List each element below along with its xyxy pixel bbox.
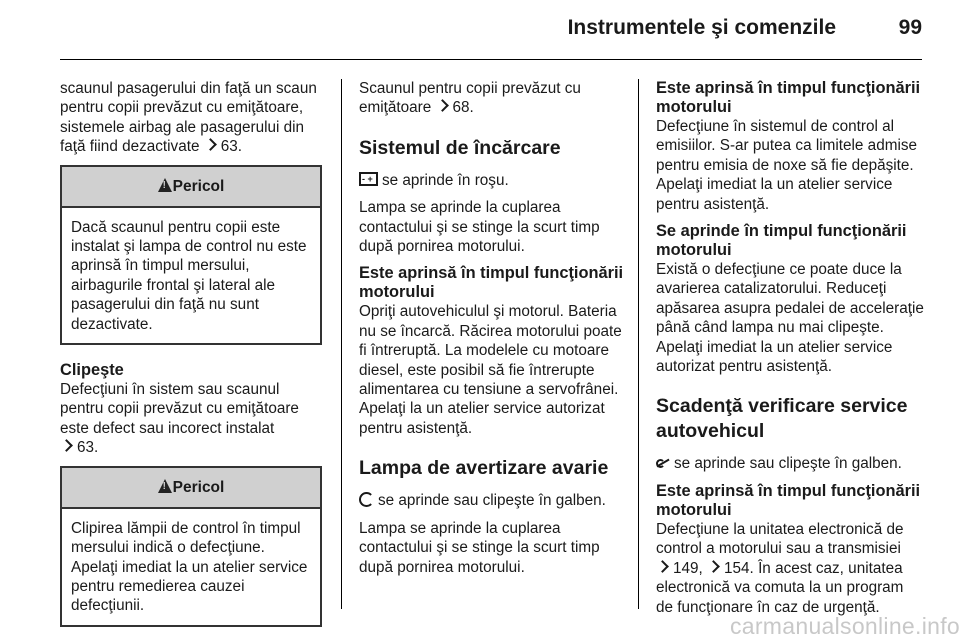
intro-paragraph <box>60 79 322 157</box>
clipeste-paragraph <box>60 380 322 458</box>
intro-text: Scaunul pentru copii prevăzut cu emiţătoare <box>359 80 581 117</box>
column-2 <box>359 79 625 585</box>
service-icon-text: se aprinde sau clipeşte în galben. <box>674 455 902 473</box>
block3-ref1: 149, <box>673 559 703 577</box>
charging-subheading: Este aprinsă în timpul funcţionării motorului <box>359 264 624 302</box>
page-ref-arrow-icon <box>204 138 217 151</box>
charging-icon-text: se aprinde în roşu. <box>382 171 509 189</box>
engine-check-icon <box>359 492 374 507</box>
malfunction-icon-line <box>359 491 625 510</box>
warning-header <box>62 468 320 509</box>
warning-title: Pericol <box>172 177 225 195</box>
column-divider-2 <box>638 79 639 609</box>
warning-body: Clipirea lămpii de control în timpul mersului indică o defecţiune. Apelaţi imediat la un atelier service pentru remedierea cauzei defecţiunii. <box>71 519 308 615</box>
warning-box-2 <box>60 466 322 627</box>
warning-triangle-icon <box>158 178 172 192</box>
battery-icon <box>359 172 378 186</box>
intro-ref: 68. <box>452 99 474 117</box>
warning-box-1 <box>60 165 322 345</box>
header-divider <box>60 59 922 60</box>
block3-text-before: Defecţiune la unitatea electronică de control a motorului sau a transmisiei <box>656 520 904 558</box>
intro-text: scaunul pasagerului din faţă un scaun pentru copii prevăzut cu emiţătoare, sistemele airbag ale pasagerului din faţă fiind dezactivate <box>60 80 317 156</box>
clipeste-heading: Clipeşte <box>60 361 124 380</box>
charging-subtext: Opriţi autovehiculul şi motorul. Bateria nu se încarcă. Răcirea motorului poate fi întreruptă. La modelele cu motoare diesel, este posibil să fie întrerupte alimentarea cu tensiune a servofrânei. Apelaţi la un atelier service autorizat pentru asistenţă. <box>359 303 622 437</box>
malfunction-paragraph: Lampa se aprinde la cuplarea contactului şi se stinge la scurt timp după pornirea motorului. <box>359 519 600 576</box>
warning-triangle-icon <box>158 479 172 493</box>
warning-title: Pericol <box>172 478 225 496</box>
warning-body: Dacă scaunul pentru copii este instalat şi lampa de control nu este aprinsă în timpul mersului, airbagurile frontal şi lateral ale pasagerului din faţă nu sunt dezactivate. <box>71 218 307 333</box>
block3-text-after: În acest caz, unitatea electronică va comuta la un program de funcţionare în caz de urgenţă. <box>656 559 904 616</box>
block1-text: Defecţiune în sistemul de control al emisiilor. S-ar putea ca limitele admise pentru emisia de noxe să fie depăşite. Apelaţi imediat la un atelier service pentru asistenţă. <box>656 118 917 213</box>
section-heading-charging: Sistemul de încărcare <box>359 136 561 159</box>
page-ref-arrow-icon <box>436 100 449 113</box>
service-icon-line <box>656 454 924 473</box>
page-ref-arrow-icon <box>707 560 720 573</box>
malfunction-icon-text: se aprinde sau clipeşte în galben. <box>378 492 606 510</box>
column-divider-1 <box>341 79 342 609</box>
column-3 <box>656 79 924 625</box>
block3-heading: Este aprinsă în timpul funcţionării motorului <box>656 481 921 519</box>
block2-heading: Se aprinde în timpul funcţionării motorului <box>656 222 907 260</box>
clipeste-text: Defecţiuni în sistem sau scaunul pentru copii prevăzut cu emiţătoare este defect sau incorect instalat <box>60 381 299 437</box>
header-title: Instrumentele şi comenzile <box>567 16 836 39</box>
warning-header <box>62 167 320 208</box>
page-ref-arrow-icon <box>656 560 669 573</box>
page-number: 99 <box>898 16 922 39</box>
block3-ref2: 154. <box>724 559 754 577</box>
block3-paragraph <box>656 520 924 617</box>
page-ref-arrow-icon <box>60 439 73 452</box>
wrench-icon <box>656 458 670 468</box>
block1-heading: Este aprinsă în timpul funcţionării motorului <box>656 79 921 116</box>
block2-text: Există o defecţiune ce poate duce la avarierea catalizatorului. Reduceţi apăsarea asupra pedalei de acceleraţie până când lampa nu mai clipeşte. Apelaţi imediat la un atelier service autorizat pentru asistenţă. <box>656 261 924 376</box>
charging-paragraph: Lampa se aprinde la cuplarea contactului şi se stinge la scurt timp după pornirea motorului. <box>359 199 600 256</box>
clipeste-ref: 63. <box>77 439 99 457</box>
section-heading-service: Scadenţă verificare service autovehicul <box>656 395 908 443</box>
charging-icon-line <box>359 171 625 190</box>
section-heading-malfunction: Lampa de avertizare avarie <box>359 457 609 480</box>
column-1 <box>60 79 322 643</box>
watermark: carmanualsonline.info <box>729 613 960 639</box>
intro-paragraph <box>359 79 625 118</box>
intro-ref: 63. <box>220 138 242 156</box>
